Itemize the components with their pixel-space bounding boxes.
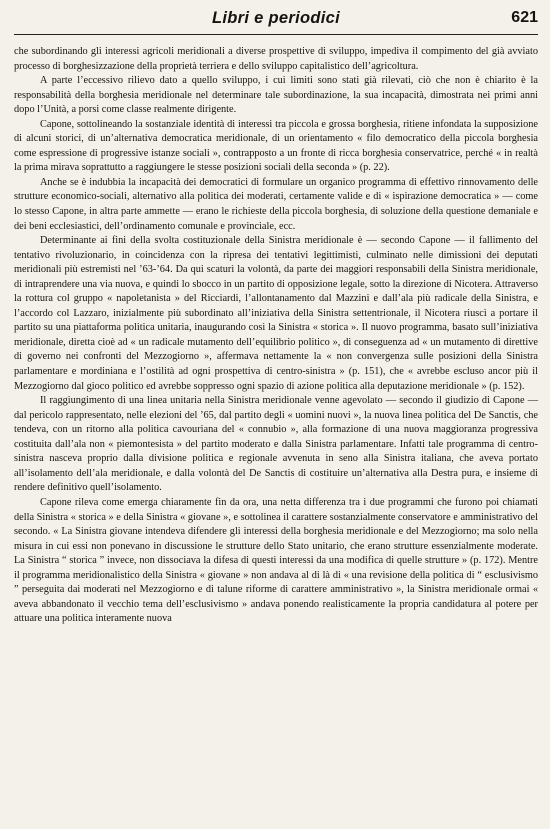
paragraph: A parte l’eccessivo rilievo dato a quello sviluppo, i cui limiti sono stati già rilevati, ciò che non è chiarito è la responsabilità della borghesia meridionale nel determinare tale subordinazione, la sua incapacità, dimostrata nei primi anni dopo l’Unità, a porsi come classe realmente dirigente.	[14, 75, 538, 116]
paragraph: che subordinando gli interessi agricoli meridionali a diverse prospettive di sviluppo, impediva il compimento del già avviato processo di borghesizzazione della proprietà terriera e dello sviluppo capitalistico dell’agricoltura.	[14, 46, 538, 72]
paragraph: Determinante ai fini della svolta costituzionale della Sinistra meridionale è — secondo Capone — il fallimento del tentativo rivoluzionario, in coincidenza con la ripresa dei tentativi legittimisti, culminato nelle dimissioni dei deputati meridionali più estremisti nel ’63-’64. Da qui scaturì la volontà, da parte dei maggiori responsabili della Sinistra meridionale, di intraprendere una via nuova, e quindi lo sbocco in un partito di opposizione legale, sotto la direzione di Nicotera. Attraverso la rottura col gruppo « napoletanista » del Ricciardi, l’allontanamento dal Mazzini e dall’ala più radicale della Sinistra, e l’accordo col Lazzaro, inizialmente più subordinato all’iniziativa della Sinistra settentrionale, il Nicotera riuscì a portare il partito su una piattaforma politica unitaria, inaugurando così la Sinistra « storica ». Il nuovo programma, basato sull’iniziativa meridionale, diretta cioè ad « un radicale mutamento dell’equilibrio politico », di conseguenza ad « un mutamento di direttive di governo nei confronti del Mezzogiorno », affermava nettamente la « non convergenza sulle posizioni della Sinistra parlamentare e mordiniana e l’ostilità ad ogni prospettiva di centro-sinistra » (p. 151), che « avrebbe escluso ancor più il Mezzogiorno dal gioco politico ed avrebbe soppresso ogni spazio di azione politica alla deputazione meridionale » (p. 152).	[14, 235, 538, 392]
page-number: 621	[511, 9, 538, 26]
paragraph: Il raggiungimento di una linea unitaria nella Sinistra meridionale venne agevolato — secondo il giudizio di Capone — dal pericolo rappresentato, nelle elezioni del ’65, dal partito degli « uomini nuovi », la nuova linea politica del De Sanctis, che tendeva, con un ritorno alla politica cavouriana del « connubio », alla formazione di una nuova maggioranza progressiva costituita dall’ala non « piemontesista » del partito moderato e dalla Sinistra parlamentare. Infatti tale programma di centro-sinistra nasceva proprio dalla divisione politica e regionale avvenuta in seno alla Sinistra italiana, che aveva portato all’isolamento dell’ala meridionale, e dalla volontà del De Sanctis di costituire un’alternativa alla Destra pura, e insieme di rendere definitivo quell’isolamento.	[14, 395, 538, 494]
paragraph: Capone, sottolineando la sostanziale identità di interessi tra piccola e grossa borghesia, ritiene infondata la supposizione di alcuni storici, di un’alternativa democratica meridionale, di un orientamento « filo democratico della piccola borghesia come espressione di progressive istanze sociali », contrapposto a un fronte di ricca borghesia conservatrice, perché « in realtà la prima mirava soprattutto a raggiungere le stesse posizioni sociali della seconda » (p. 22).	[14, 118, 538, 174]
document-page	[14, 6, 538, 627]
paragraph: Anche se è indubbia la incapacità dei democratici di formulare un organico programma di effettivo rinnovamento delle strutture economico-sociali, alternativo alla politica dei moderati, certamente valide e di « ispirazione democratica » — come lo stesso Capone, in altra parte ammette — erano le richieste della piccola borghesia, di soluzione della questione demaniale e dei beni ecclesiastici, dell’ordinamento comunale e provinciale, ecc.	[14, 176, 538, 232]
paragraph: Capone rileva come emerga chiaramente fin da ora, una netta differenza tra i due programmi che furono poi chiamati della Sinistra « storica » e della Sinistra « giovane », e sottolinea il carattere sostanzialmente conservatore e amministrativo del secondo. « La Sinistra giovane intendeva difendere gli interessi della borghesia meridionale e del Mezzogiorno; ma solo nella misura in cui essi non ponevano in discussione le strutture dello Stato unitario, che erano strutture essenzialmente moderate. La Sinistra “ storica ” invece, non dissociava la difesa di questi interessi da una modifica di quelle strutture » (p. 172). Mentre il programma meridionalistico della Sinistra « giovane » non andava al di là di « una revisione della politica di “ esclusivismo ” perseguita dai moderati nel Mezzogiorno e di talune riforme di carattere amministrativo », la Sinistra meridionale ormai « aveva abbandonato il vecchio tema dell’esclusivismo » andava ponendo realisticamente la propria candidatura al potere per attuare una politica interamente nuova	[14, 496, 538, 625]
page-header	[14, 6, 538, 35]
running-title: Libri e periodici	[212, 9, 340, 27]
article-body	[14, 45, 538, 627]
